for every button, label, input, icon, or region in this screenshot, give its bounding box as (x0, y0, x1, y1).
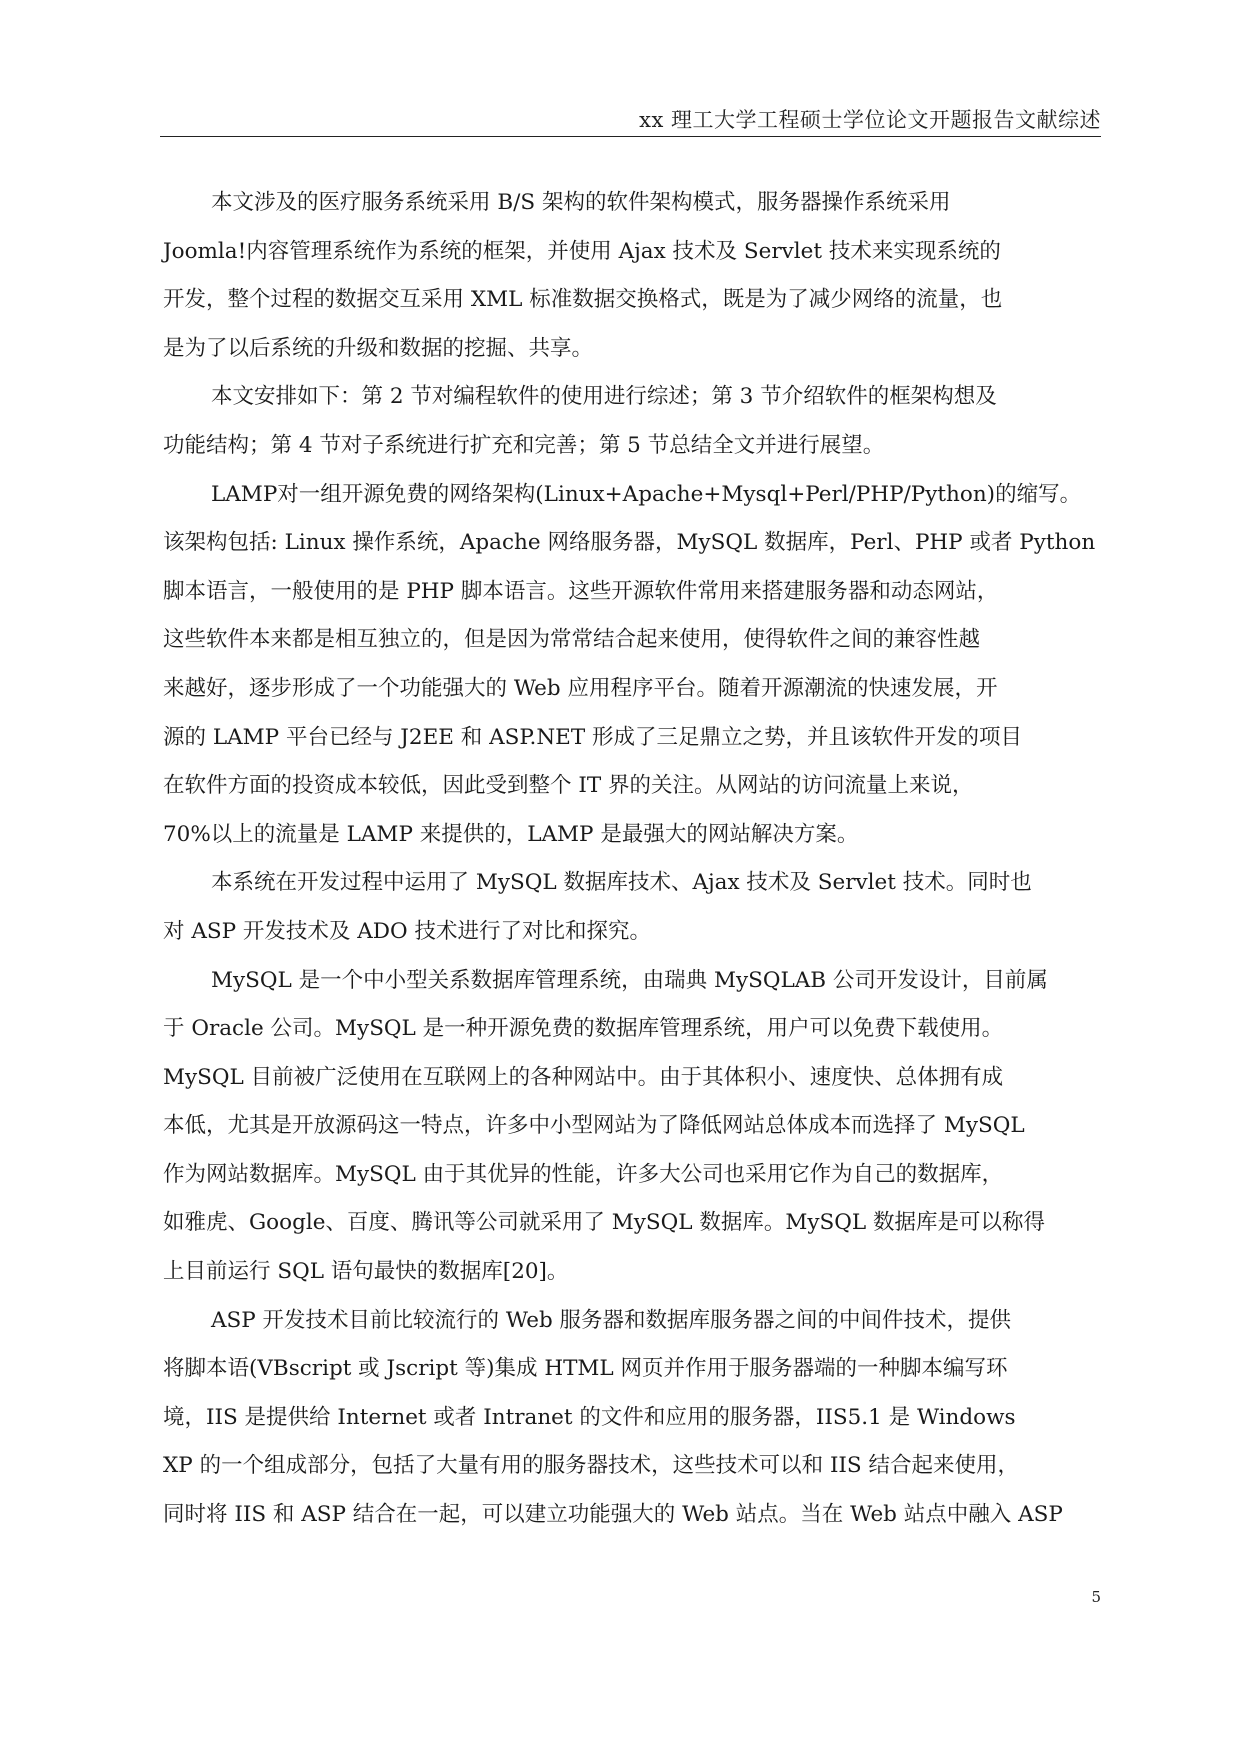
text-line: 如雅虎、Google、百度、腾讯等公司就采用了 MySQL 数据库。MySQL 数据库是可以称得 (163, 1210, 1046, 1236)
paragraph-first-line: LAMP对一组开源免费的网络架构(Linux+Apache+Mysql+Perl/PHP/Python)的缩写。 (211, 481, 1082, 507)
paragraph-first-line: MySQL 是一个中小型关系数据库管理系统，由瑞典 MySQLAB 公司开发设计，目前属 (211, 967, 1048, 993)
paragraph-first-line: 本系统在开发过程中运用了 MySQL 数据库技术、Ajax 技术及 Servlet 技术。同时也 (211, 870, 1032, 896)
text-line: Joomla!内容管理系统作为系统的框架，并使用 Ajax 技术及 Servlet 技术来实现系统的 (163, 238, 1001, 264)
paragraph-first-line: 本文涉及的医疗服务系统采用 B/S 架构的软件架构模式，服务器操作系统采用 (211, 190, 951, 215)
text-line: 70%以上的流量是 LAMP 来提供的，LAMP 是最强大的网站解决方案。 (163, 821, 859, 847)
text-line: XP 的一个组成部分，包括了大量有用的服务器技术，这些技术可以和 IIS 结合起来使用， (163, 1453, 1019, 1479)
text-line: 于 Oracle 公司。MySQL 是一种开源免费的数据库管理系统，用户可以免费下载使用。 (163, 1016, 1004, 1042)
header-rule (160, 136, 1101, 137)
paragraph-first-line: 本文安排如下：第 2 节对编程软件的使用进行综述；第 3 节介绍软件的框架构想及 (211, 384, 997, 410)
text-line: 在软件方面的投资成本较低，因此受到整个 IT 界的关注。从网站的访问流量上来说， (163, 773, 974, 799)
text-line: 该架构包括: Linux 操作系统，Apache 网络服务器，MySQL 数据库，Perl、PHP 或者 Python (163, 530, 1096, 556)
text-line: 是为了以后系统的升级和数据的挖掘、共享。 (163, 335, 594, 361)
page-number: 5 (1091, 1588, 1101, 1606)
text-line: 同时将 IIS 和 ASP 结合在一起，可以建立功能强大的 Web 站点。当在 Web 站点中融入 ASP (163, 1502, 1063, 1528)
running-header: xx 理工大学工程硕士学位论文开题报告文献综述 (639, 108, 1101, 132)
paragraph-first-line: ASP 开发技术目前比较流行的 Web 服务器和数据库服务器之间的中间件技术，提供 (211, 1307, 1012, 1333)
text-line: 境，IIS 是提供给 Internet 或者 Intranet 的文件和应用的服务器，IIS5.1 是 Windows (163, 1404, 1016, 1430)
text-line: 本低，尤其是开放源码这一特点，许多中小型网站为了降低网站总体成本而选择了 MySQL (163, 1113, 1025, 1139)
text-line: 这些软件本来都是相互独立的，但是因为常常结合起来使用，使得软件之间的兼容性越 (163, 627, 981, 653)
text-line: 开发，整个过程的数据交互采用 XML 标准数据交换格式，既是为了减少网络的流量，也 (163, 287, 1003, 313)
text-line: MySQL 目前被广泛使用在互联网上的各种网站中。由于其体积小、速度快、总体拥有成 (163, 1064, 1004, 1090)
text-line: 脚本语言，一般使用的是 PHP 脚本语言。这些开源软件常用来搭建服务器和动态网站， (163, 578, 999, 604)
text-line: 源的 LAMP 平台已经与 J2EE 和 ASP.NET 形成了三足鼎立之势，并且该软件开发的项目 (163, 724, 1023, 750)
body-text (163, 188, 1098, 1549)
text-line: 功能结构；第 4 节对子系统进行扩充和完善；第 5 节总结全文并进行展望。 (163, 432, 885, 458)
text-line: 作为网站数据库。MySQL 由于其优异的性能，许多大公司也采用它作为自己的数据库， (163, 1161, 1004, 1187)
text-line: 对 ASP 开发技术及 ADO 技术进行了对比和探究。 (163, 918, 651, 944)
text-line: 来越好，逐步形成了一个功能强大的 Web 应用程序平台。随着开源潮流的快速发展，开 (163, 675, 998, 701)
text-line: 将脚本语(VBscript 或 Jscript 等)集成 HTML 网页并作用于服务器端的一种脚本编写环 (163, 1356, 1008, 1382)
text-line: 上目前运行 SQL 语句最快的数据库[20]。 (163, 1259, 569, 1285)
